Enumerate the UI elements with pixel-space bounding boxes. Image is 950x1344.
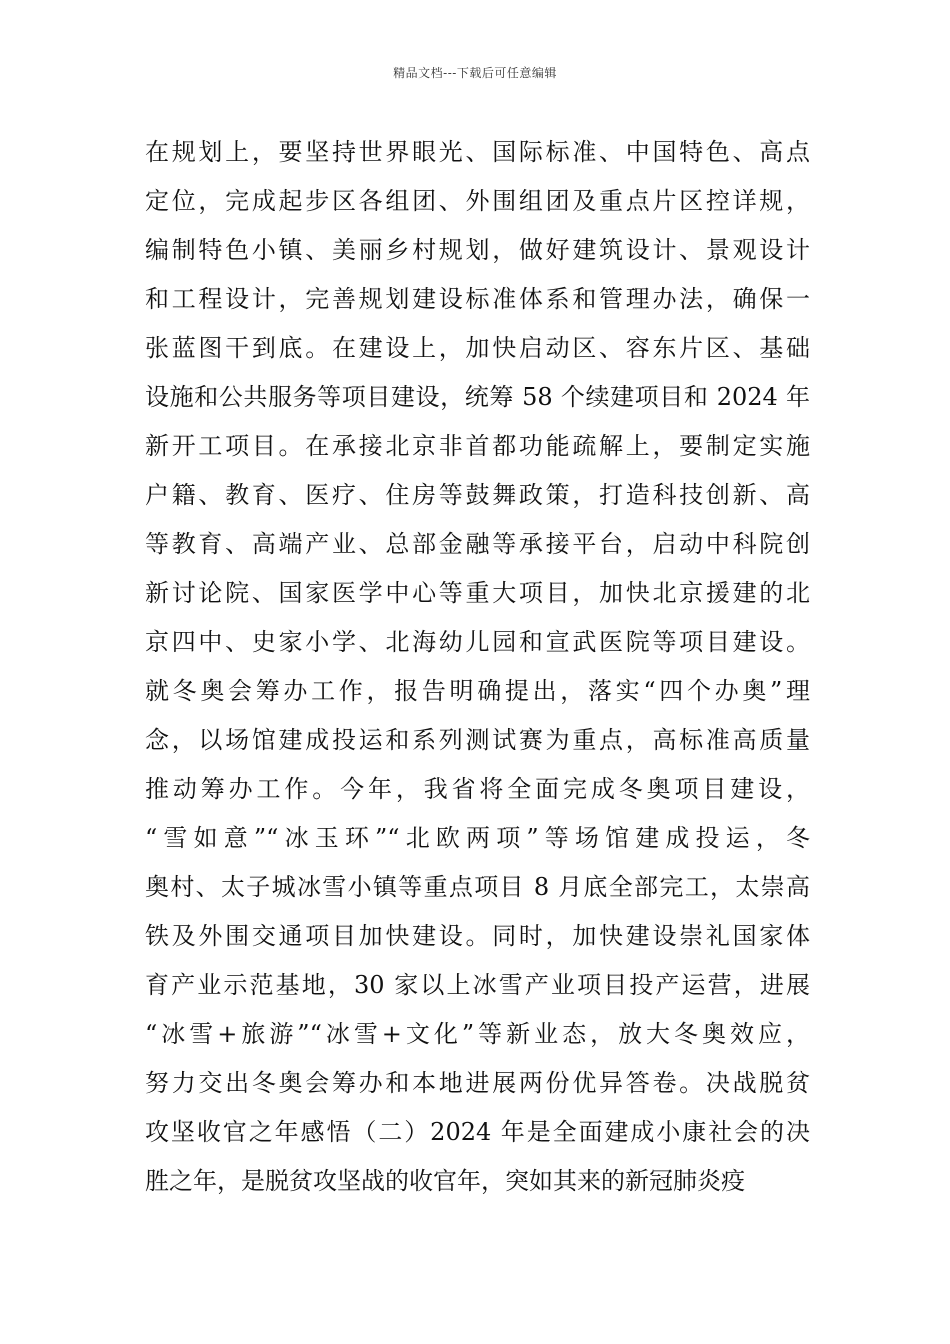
- body-line-2: 定位，完成起步区各组团、外围组团及重点片区控详规，: [145, 187, 810, 215]
- body-line-13: 念，以场馆建成投运和系列测试赛为重点，高标准高质量: [145, 726, 810, 754]
- body-line-8: 户籍、教育、医疗、住房等鼓舞政策，打造科技创新、高: [145, 481, 810, 509]
- body-line-11: 京四中、史家小学、北海幼儿园和宣武医院等项目建设。: [145, 628, 810, 656]
- body-line-20: 努力交出冬奥会筹办和本地进展两份优异答卷。决战脱贫: [145, 1069, 810, 1097]
- body-line-1: 在规划上，要坚持世界眼光、国际标准、中国特色、高点: [145, 138, 810, 166]
- body-line-12: 就冬奥会筹办工作，报告明确提出，落实“四个办奥”理: [145, 677, 810, 705]
- body-line-3: 编制特色小镇、美丽乡村规划，做好建筑设计、景观设计: [145, 236, 810, 264]
- body-line-17: 铁及外围交通项目加快建设。同时，加快建设崇礼国家体: [145, 922, 810, 950]
- body-line-19: “冰雪+旅游”“冰雪+文化”等新业态，放大冬奥效应，: [145, 1020, 810, 1048]
- body-line-10: 新讨论院、国家医学中心等重大项目，加快北京援建的北: [145, 579, 810, 607]
- body-line-4: 和工程设计，完善规划建设标准体系和管理办法，确保一: [145, 285, 810, 313]
- body-text: [145, 128, 810, 1206]
- body-line-7: 新开工项目。在承接北京非首都功能疏解上，要制定实施: [145, 432, 810, 460]
- body-line-18: 育产业示范基地，30 家以上冰雪产业项目投产运营，进展: [145, 971, 810, 999]
- body-line-9: 等教育、高端产业、总部金融等承接平台，启动中科院创: [145, 530, 810, 558]
- body-line-22: 胜之年，是脱贫攻坚战的收官年，突如其来的新冠肺炎疫: [145, 1167, 745, 1195]
- body-line-15: “雪如意”“冰玉环”“北欧两项”等场馆建成投运，冬: [145, 824, 810, 852]
- body-line-5: 张蓝图干到底。在建设上，加快启动区、容东片区、基础: [145, 334, 810, 362]
- body-line-14: 推动筹办工作。今年，我省将全面完成冬奥项目建设，: [145, 775, 810, 803]
- body-line-6: 设施和公共服务等项目建设，统筹 58 个续建项目和 2024 年: [145, 383, 810, 411]
- page-header: 精品文档---下载后可任意编辑: [393, 66, 557, 80]
- body-line-21: 攻坚收官之年感悟（二）2024 年是全面建成小康社会的决: [145, 1118, 810, 1146]
- body-line-16: 奥村、太子城冰雪小镇等重点项目 8 月底全部完工，太崇高: [145, 873, 810, 901]
